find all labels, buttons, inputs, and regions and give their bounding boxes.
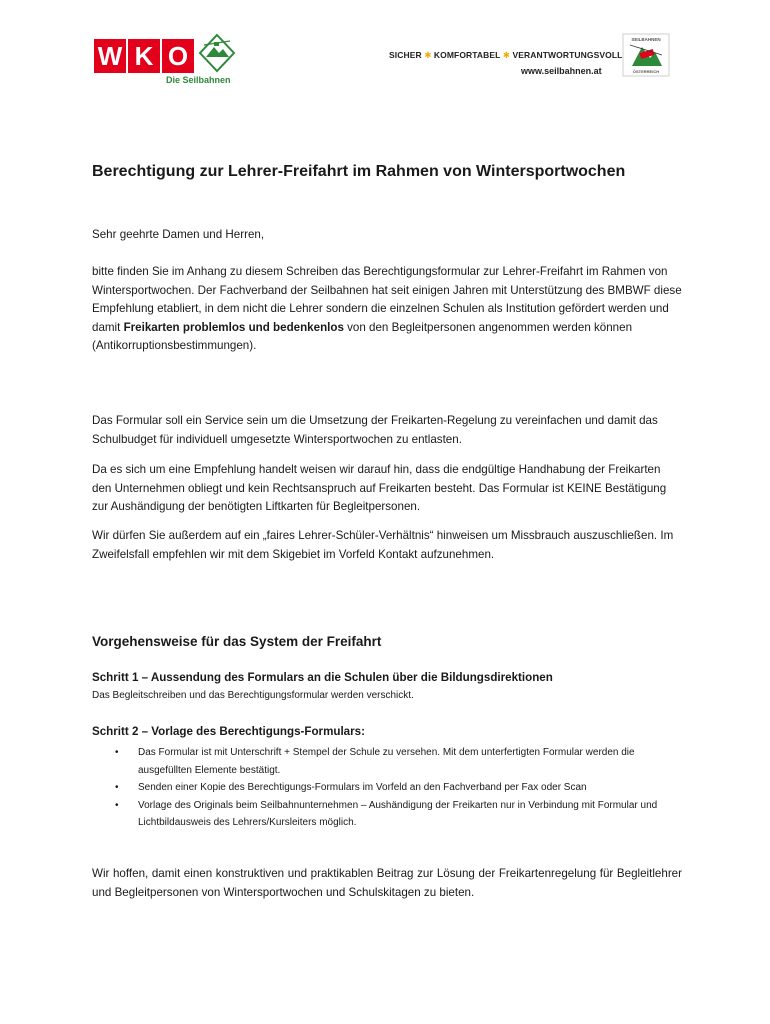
step1-heading: Schritt 1 – Aussendung des Formulars an die Schulen über die Bildungsdirektionen <box>92 671 553 684</box>
bullet-icon: • <box>115 747 119 758</box>
wko-logo <box>94 39 244 89</box>
slogan-part: SICHER <box>389 50 422 60</box>
step2-bullet-list <box>92 744 682 832</box>
slogan-part: KOMFORTABEL <box>433 50 501 60</box>
slogan-separator-icon: ✱ <box>502 50 511 60</box>
section-heading: Vorgehensweise für das System der Freifahrt <box>92 634 382 649</box>
list-item-text: Senden einer Kopie des Berechtigungs-Formulars im Vorfeld an den Fachverband per Fax oder Scan <box>138 782 587 793</box>
paragraph-recommendation: Da es sich um eine Empfehlung handelt weisen wir darauf hin, dass die endgültige Handhabung der Freikarten den Unternehmen obliegt und kein Rechtsanspruch auf Freikarten besteht. Das Formular ist KEINE Bestätigung zur Aushändigung der benötigten Liftkarten für Begleitpersonen. <box>92 463 667 513</box>
svg-text:SEILBAHNEN: SEILBAHNEN <box>631 37 661 42</box>
mountain-emblem-icon <box>198 33 236 73</box>
paragraph-intro <box>92 263 682 356</box>
list-item <box>92 744 682 779</box>
bullet-icon: • <box>115 782 119 793</box>
list-item <box>92 779 682 797</box>
bullet-icon: • <box>115 799 119 811</box>
list-item <box>92 797 682 832</box>
paragraph-text: bitte finden Sie im Anhang zu diesem Schreiben das Berechtigungsformular zur Lehrer-Freifahrt im Rahmen von Wintersportwochen. Der Fachverband der Seilbahnen hat seit einigen Jahren mit Unterstützung des BMBWF diese Empfehlung etabliert, in dem nicht die Lehrer sondern die einzelnen Schulen als Institution gefördert werden und damit <box>92 265 682 334</box>
letterhead <box>0 0 770 100</box>
logo-letter-w: W <box>94 39 126 73</box>
step1-text: Das Begleitschreiben und das Berechtigungsformular werden verschickt. <box>92 690 414 701</box>
closing-paragraph: Wir hoffen, damit einen konstruktiven und praktikablen Beitrag zur Lösung der Freikartenregelung für Begleitlehrer und Begleitpersonen von Wintersportwochen und Schulskitagen zu bieten. <box>92 867 682 899</box>
paragraph-service: Das Formular soll ein Service sein um die Umsetzung der Freikarten-Regelung zu vereinfachen und damit das Schulbudget für individuell umgesetzte Wintersportwochen zu entlasten. <box>92 414 658 446</box>
slogan <box>389 50 622 61</box>
salutation: Sehr geehrte Damen und Herren, <box>92 228 265 241</box>
seilbahnen-oesterreich-seal-icon <box>622 33 670 77</box>
logo-letter-k: K <box>128 39 160 73</box>
website-url: www.seilbahnen.at <box>521 66 602 76</box>
list-item-text: Das Formular ist mit Unterschrift + Stempel der Schule zu versehen. Mit dem unterfertigten Formular werden die ausgefüllten Elemente bestätigt. <box>138 747 635 776</box>
step2-heading: Schritt 2 – Vorlage des Berechtigungs-Formulars: <box>92 725 365 738</box>
list-item-text: Vorlage des Originals beim Seilbahnunternehmen – Aushändigung der Freikarten nur in Verbindung mit Formular und Lichtbildausweis des Lehrers/Kursleiters möglich. <box>138 799 658 828</box>
slogan-separator-icon: ✱ <box>424 50 432 60</box>
slogan-part: VERANTWORTUNGSVOLL <box>512 50 623 60</box>
paragraph-bold-text: Freikarten problemlos und bedenkenlos <box>123 320 344 334</box>
document-title: Berechtigung zur Lehrer-Freifahrt im Rahmen von Wintersportwochen <box>92 163 626 180</box>
logo-letter-o: O <box>162 39 194 73</box>
paragraph-fair-ratio: Wir dürfen Sie außerdem auf ein „faires Lehrer-Schüler-Verhältnis“ hinweisen um Missbrauch auszuschließen. Im Zweifelsfall empfehlen wir mit dem Skigebiet im Vorfeld Kontakt aufzunehmen. <box>92 529 674 561</box>
logo-subtitle: Die Seilbahnen <box>166 75 231 85</box>
paragraph-text: von den Begleitpersonen angenommen werden können (Antikorruptionsbestimmungen). <box>92 320 633 352</box>
svg-text:ÖSTERREICH: ÖSTERREICH <box>632 69 660 74</box>
